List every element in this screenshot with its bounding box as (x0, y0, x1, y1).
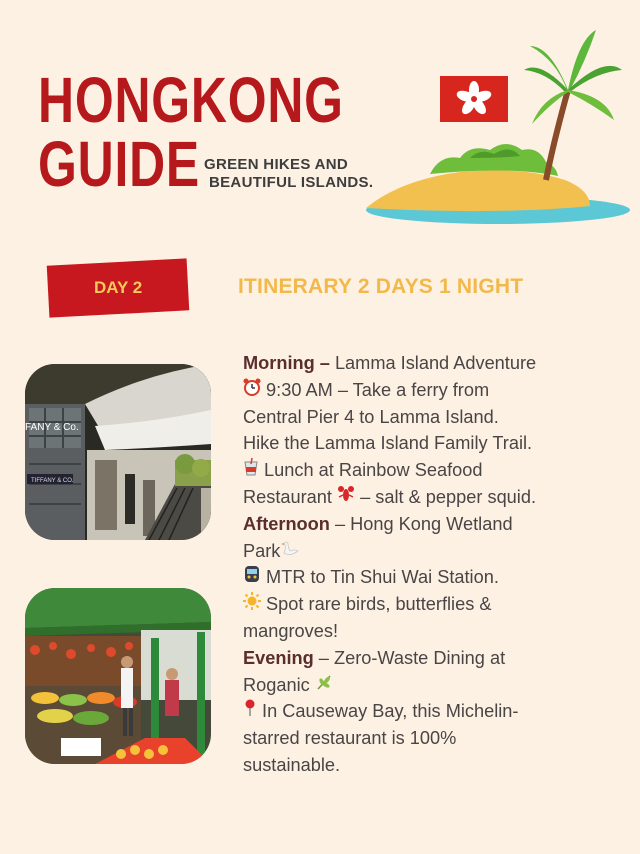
photo-building (25, 364, 211, 540)
day-badge (47, 258, 190, 317)
photo-sign-text-2: TIFFANY & CO. (31, 478, 74, 484)
photo-sign-text: FANY & Co. (25, 422, 79, 433)
alarm-clock-icon (243, 377, 261, 404)
morning-label: Morning – (243, 353, 330, 373)
morning-title: Lamma Island Adventure (329, 353, 537, 373)
subtitle-line-1: GREEN HIKES AND (204, 156, 348, 173)
subtitle (204, 156, 373, 192)
afternoon-label: Afternoon (243, 513, 330, 534)
afternoon-line-1-text: MTR to Tin Shui Wai Station. (261, 567, 499, 588)
afternoon-title-2: Park (243, 540, 281, 561)
hong-kong-flag-icon (440, 76, 508, 122)
morning-line-5-text-a: Restaurant (243, 486, 338, 507)
drink-icon (243, 457, 259, 484)
lobster-icon (337, 484, 355, 511)
palm-island-icon (360, 20, 630, 230)
evening-line-1 (243, 698, 623, 725)
title-line-1: HONGKONG (38, 64, 344, 136)
evening-title: – Zero-Waste Dining at (313, 647, 506, 668)
afternoon-title: – Hong Kong Wetland (329, 513, 513, 534)
evening-heading (243, 645, 623, 672)
pin-icon (243, 698, 257, 725)
morning-line-5-text-b: – salt & pepper squid. (355, 486, 537, 507)
evening-line-2: starred restaurant is 100% (243, 728, 457, 749)
metro-icon (243, 564, 261, 591)
morning-line-3: Hike the Lamma Island Family Trail. (243, 433, 533, 454)
morning-heading (243, 350, 623, 377)
morning-line-4-text: Lunch at Rainbow Seafood (259, 460, 483, 481)
afternoon-line-2-text: Spot rare birds, butterflies & (261, 594, 492, 615)
evening-line-3: sustainable. (243, 754, 341, 775)
morning-line-1-text: 9:30 AM – Take a ferry from (261, 379, 490, 400)
morning-line-1 (243, 377, 623, 404)
evening-line-1-text: In Causeway Bay, this Michelin- (257, 701, 519, 722)
morning-line-4 (243, 457, 623, 484)
photo-market (25, 588, 211, 764)
evening-heading-2 (243, 672, 623, 699)
day-badge-label: DAY 2 (93, 278, 143, 298)
sun-icon (243, 591, 261, 618)
afternoon-heading (243, 511, 623, 538)
herb-icon (315, 672, 333, 699)
morning-line-2: Central Pier 4 to Lamma Island. (243, 406, 499, 427)
title-line-2: GUIDE (38, 128, 200, 200)
afternoon-line-2 (243, 591, 623, 618)
evening-label: Evening (243, 647, 314, 668)
swan-icon (280, 538, 300, 565)
morning-line-5 (243, 484, 623, 511)
evening-title-2: Roganic (243, 674, 315, 695)
subtitle-line-2: BEAUTIFUL ISLANDS. (209, 174, 374, 191)
itinerary-title: ITINERARY 2 DAYS 1 NIGHT (238, 275, 524, 298)
afternoon-line-3: mangroves! (243, 620, 339, 641)
afternoon-heading-2 (243, 538, 623, 565)
itinerary-content (243, 350, 623, 779)
afternoon-line-1 (243, 564, 623, 591)
